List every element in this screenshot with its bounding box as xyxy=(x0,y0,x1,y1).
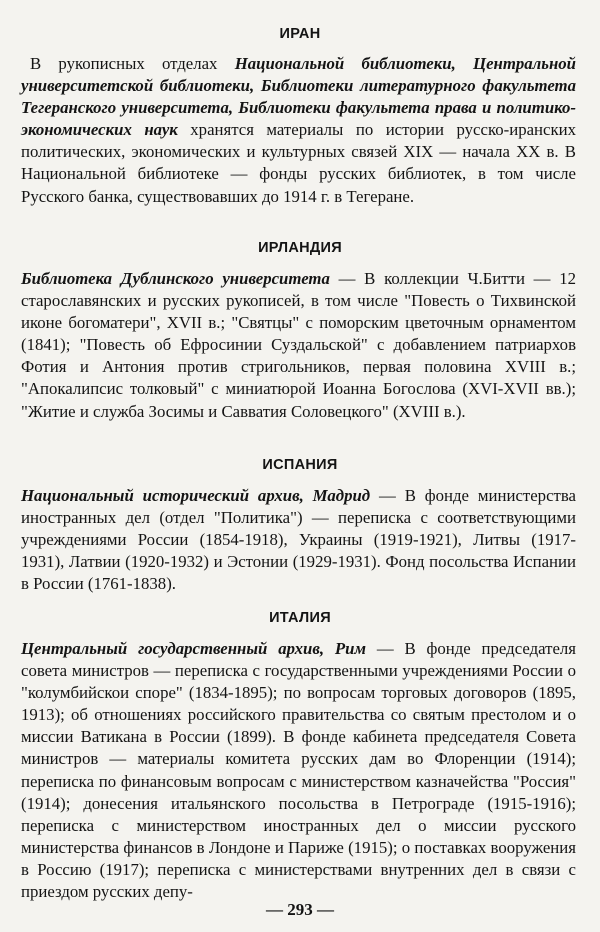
section-heading-iran: ИРАН xyxy=(279,26,321,42)
section-heading-spain: ИСПАНИЯ xyxy=(262,457,338,473)
section-heading-ireland: ИРЛАНДИЯ xyxy=(258,240,342,256)
section-lead-ireland: Библиотека Дублинского университета xyxy=(21,269,330,288)
section-text-iran xyxy=(21,53,576,208)
section-intro-iran: В рукописных отделах xyxy=(30,54,235,73)
section-body-ireland: — В коллекции Ч.Битти — 12 старославянских и русских рукописей, в том числе "Повесть о Тихвинской иконе богоматери", XVII в.; "Святцы" с поморским цветочным орнаментом (1841); "Повесть об Ефросинии Суздальской" с добавлением патриархов Фотия и Антония против стригольников, первая половина XVIII в.; "Апокалипсис толковый" с миниатюрой Иоанна Богослова (XVI-XVII вв.); "Житие и служба Зосимы и Савватия Соловецкого" (XVIII в.). xyxy=(21,269,576,421)
section-lead-iran: Национальной библиотеки, Центральной университетской библиотеки, Библиотеки литературного факультета Тегеранского университета, Библиотеки факультета права и политико-экономических наук xyxy=(21,54,576,140)
page-number: — 293 — xyxy=(266,900,334,919)
section-text-ireland xyxy=(21,268,576,423)
section-text-italy xyxy=(21,638,576,903)
section-body-iran: хранятся материалы по истории русско-иранских политических, экономических и культурных связей XIX — начала XX в. В Национальной библиотеке — фонды русских библиотек, в том числе Русского банка, существовавших до 1914 г. в Тегеране. xyxy=(21,120,576,206)
section-text-spain xyxy=(21,485,576,595)
section-body-italy: — В фонде председателя совета министров — переписка с государственными учреждениями России о "колумбийскои споре" (1834-1895); по вопросам торговых договоров (1895, 1913); об отношениях российского правительства со святым престолом и о миссии Ватикана в России (1899). В фонде кабинета председателя Совета министров — материалы комитета русских дам во Флоренции (1914); переписка по финансовым вопросам с министерством казначейства "Россия" (1914); донесения итальянского посольства в Петрограде (1915-1916); переписка с министерством иностранных дел о миссии русского министерства финансов в Лондоне и Париже (1915); о поставках вооружения в Россию (1917); переписка с министерствами внутренних дел в связи с приездом русских депу- xyxy=(21,639,577,902)
section-lead-italy: Центральный государственный архив, Рим xyxy=(21,639,366,658)
section-lead-spain: Национальный исторический архив, Мадрид xyxy=(21,486,371,505)
section-heading-italy: ИТАЛИЯ xyxy=(269,610,331,626)
section-body-spain: — В фонде министерства иностранных дел (отдел "Политика") — переписка с соответствующими учреждениями России (1854-1918), Украины (1919-1921), Литвы (1917-1931), Латвии (1920-1932) и Эстонии (1929-1931). Фонд посольства Испании в России (1761-1838). xyxy=(21,486,577,594)
